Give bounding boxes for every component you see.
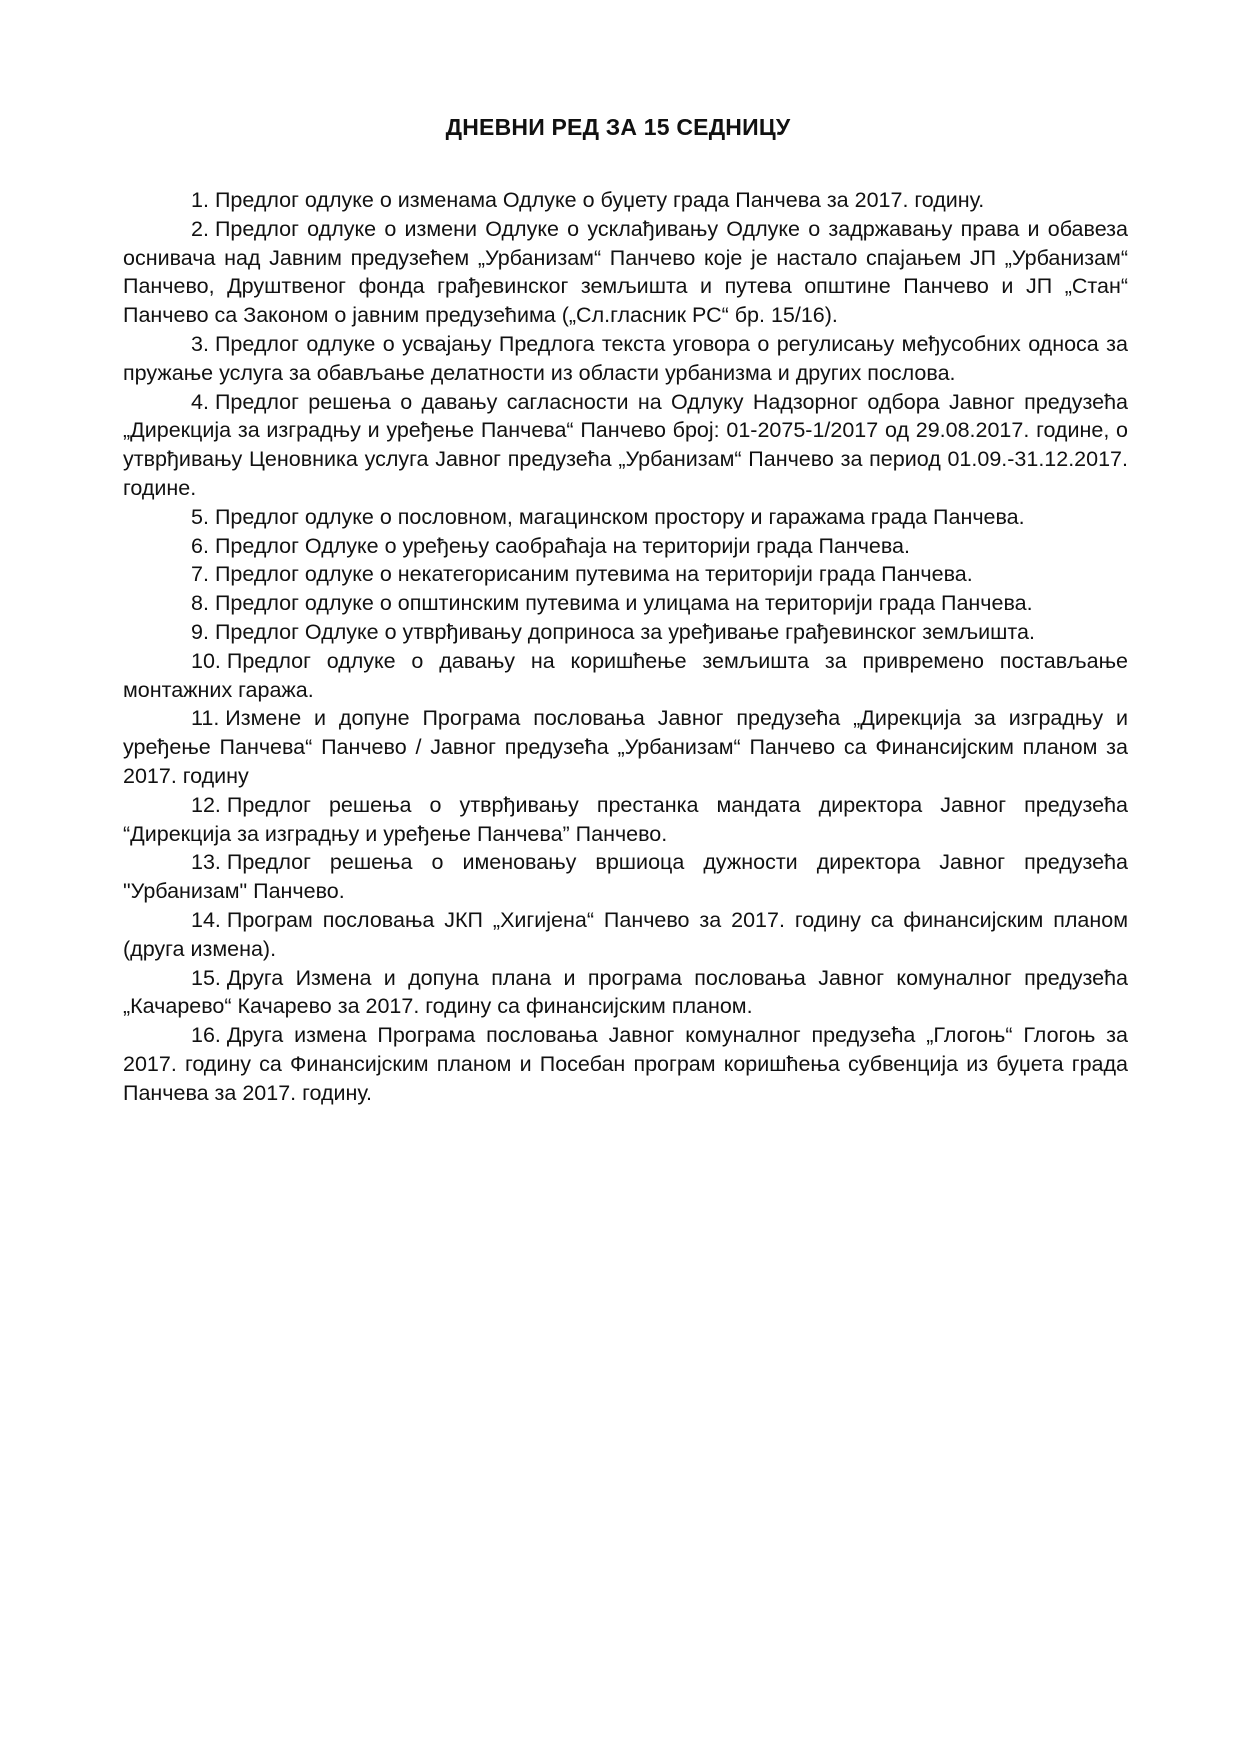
item-text: Програм пословања ЈКП „Хигијена“ Панчево за 2017. годину са финансијским планом (друга измена).	[123, 907, 1128, 961]
item-text: Предлог одлуке о пословном, магацинском простору и гаражама града Панчева.	[214, 504, 1025, 529]
agenda-item	[123, 964, 1128, 1022]
item-number: 11.	[191, 706, 220, 731]
item-text: Предлог одлуке о давању на коришћење земљишта за привремено постављање монтажних гаража.	[123, 648, 1128, 702]
item-text: Предлог решења о утврђивању престанка мандата директора Јавног предузећа “Дирекција за изградњу и уређење Панчева” Панчево.	[123, 792, 1128, 846]
item-text: Друга Измена и допуна плана и програма пословања Јавног комуналног предузећа „Качарево“ Качарево за 2017. годину са финансијским планом.	[123, 965, 1128, 1019]
item-number: 1.	[191, 188, 209, 212]
item-text: Предлог одлуке о изменама Одлуке о буџету града Панчева за 2017. годину.	[214, 188, 985, 212]
agenda-item	[123, 647, 1128, 705]
agenda-item	[123, 704, 1128, 790]
item-text: Предлог одлуке о усвајању Предлога текста уговора о регулисању међусобних односа за пружање услуга за обављање делатности из области урбанизма и других послова.	[123, 331, 1128, 385]
item-number: 15.	[191, 965, 221, 990]
agenda-item	[123, 848, 1128, 906]
agenda-list	[123, 186, 1128, 1108]
agenda-item	[123, 186, 1128, 215]
item-text: Предлог решења о именовању вршиоца дужности директора Јавног предузећа "Урбанизам" Панчево.	[123, 850, 1128, 904]
agenda-item	[123, 618, 1128, 647]
item-number: 10.	[191, 648, 221, 673]
agenda-item	[123, 388, 1128, 503]
item-text: Предлог решења о давању сагласности на Одлуку Надзорног одбора Јавног предузећа „Дирекција за изградњу и уређење Панчева“ Панчево број: 01-2075-1/2017 од 29.08.2017. године, о утврђивању Ценовника услуга Јавног предузећа „Урбанизам“ Панчево за период 01.09.-31.12.2017. године.	[123, 389, 1128, 500]
item-text: Друга измена Програма пословања Јавног комуналног предузећа „Глогоњ“ Глогоњ за 2017. годину са Финансијским планом и Посебан програм коришћења субвенција из буџета града Панчева за 2017. годину.	[123, 1023, 1128, 1105]
item-text: Предлог одлуке о измени Одлуке о усклађивању Одлуке о задржавању права и обавеза оснивача над Јавним предузећем „Урбанизам“ Панчево које је настало спајањем ЈП „Урбанизам“ Панчево, Друштвеног фонда грађевинског земљишта и путева општине Панчево и ЈП „Стан“ Панчево са Законом о јавним предузећима („Сл.гласник РС“ бр. 15/16).	[123, 216, 1128, 328]
item-number: 4.	[191, 389, 209, 414]
item-text: Измене и допуне Програма пословања Јавног предузећа „Дирекција за изградњу и уређење Панчева“ Панчево / Јавног предузећа „Урбанизам“ Панчево са Финансијским планом за 2017. годину	[123, 706, 1128, 788]
agenda-item	[123, 791, 1128, 849]
agenda-item	[123, 1021, 1128, 1107]
item-number: 7.	[191, 562, 209, 587]
item-number: 8.	[191, 591, 209, 616]
item-number: 6.	[191, 533, 209, 558]
item-number: 3.	[191, 331, 209, 356]
item-number: 5.	[191, 504, 209, 529]
item-number: 14.	[191, 907, 221, 932]
agenda-item	[123, 906, 1128, 964]
agenda-item	[123, 215, 1128, 330]
item-text: Предлог Одлуке о утврђивању доприноса за уређивање грађевинског земљишта.	[214, 619, 1035, 644]
item-number: 12.	[191, 792, 221, 817]
agenda-item	[123, 330, 1128, 388]
item-number: 16.	[191, 1023, 221, 1048]
item-text: Предлог одлуке о општинским путевима и улицама на територији града Панчева.	[214, 591, 1033, 616]
agenda-item	[123, 560, 1128, 589]
agenda-item	[123, 589, 1128, 618]
agenda-item	[123, 532, 1128, 561]
item-number: 2.	[191, 216, 209, 241]
item-text: Предлог одлуке о некатегорисаним путевима на територији града Панчева.	[214, 562, 973, 587]
document-title: ДНЕВНИ РЕД ЗА 15 СЕДНИЦУ	[445, 114, 791, 140]
item-number: 9.	[191, 619, 209, 644]
item-text: Предлог Одлуке о уређењу саобраћаја на територији града Панчева.	[214, 533, 910, 558]
item-number: 13.	[191, 850, 221, 875]
agenda-item	[123, 503, 1128, 532]
